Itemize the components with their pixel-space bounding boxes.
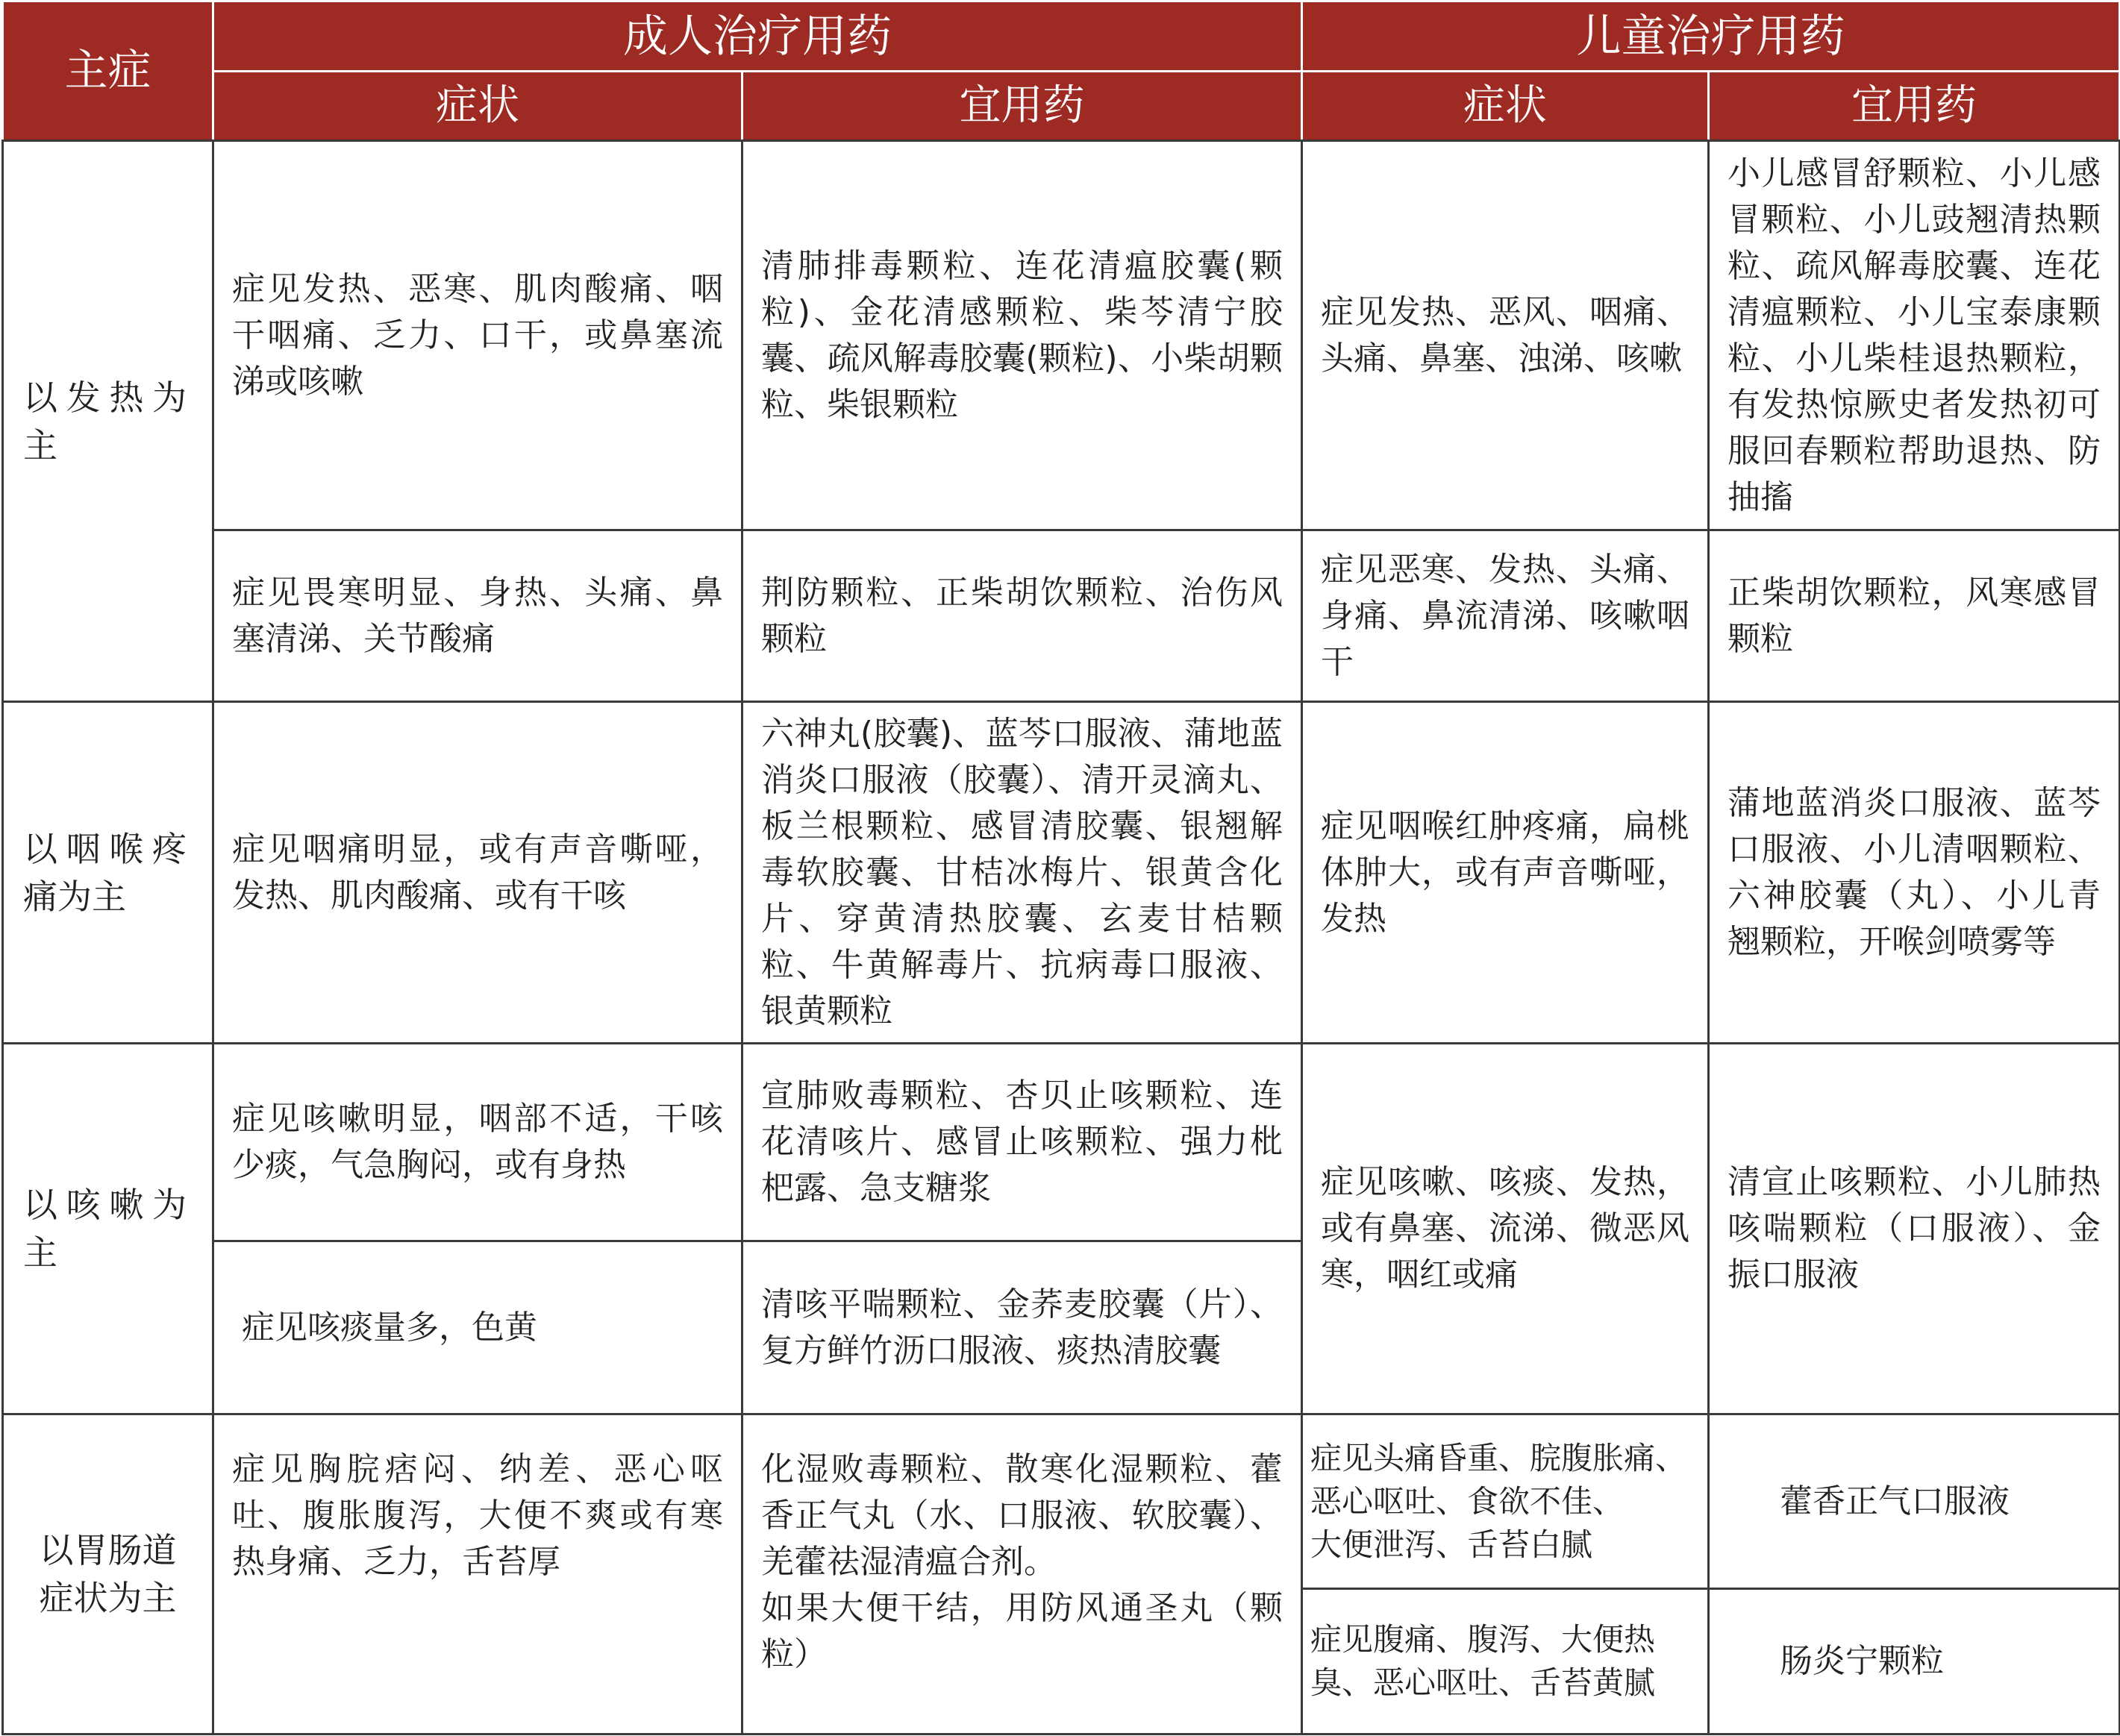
- adult-drugs-note: 如果大便干结，用防风通圣丸（颗粒）: [761, 1589, 1283, 1673]
- adult-drugs-cell: [742, 1414, 1302, 1735]
- header-adult-drugs: 宜用药: [742, 72, 1302, 141]
- main-symptom-cough: 以咳嗽为主: [3, 1044, 213, 1414]
- child-symptom-cell: 症见咽喉红肿疼痛，扁桃体肿大，或有声音嘶哑，发热: [1302, 702, 1709, 1044]
- header-row-columns: [3, 72, 2120, 141]
- table-header: [3, 1, 2120, 141]
- header-row-groups: [3, 1, 2120, 72]
- child-drugs-cell: 肠炎宁颗粒: [1709, 1589, 2120, 1735]
- child-drugs-cell: 清宣止咳颗粒、小儿肺热咳喘颗粒（口服液）、金振口服液: [1709, 1044, 2120, 1414]
- adult-drugs-cell: 六神丸(胶囊)、蓝芩口服液、蒲地蓝消炎口服液（胶囊）、清开灵滴丸、板兰根颗粒、感冒清胶囊、银翘解毒软胶囊、甘桔冰梅片、银黄含化片、穿黄清热胶囊、玄麦甘桔颗粒、牛黄解毒片、抗病毒口服液、银黄颗粒: [742, 702, 1302, 1044]
- table-row-gastrointestinal-1: [3, 1414, 2120, 1589]
- child-symptom-cell: 症见发热、恶风、咽痛、头痛、鼻塞、浊涕、咳嗽: [1302, 141, 1709, 530]
- main-symptom-gastrointestinal: 以胃肠道症状为主: [3, 1414, 213, 1735]
- adult-symptom-cell: 症见发热、恶寒、肌肉酸痛、咽干咽痛、乏力、口干，或鼻塞流涕或咳嗽: [213, 141, 742, 530]
- child-symptom-cell: 症见腹痛、腹泻、大便热臭、恶心呕吐、舌苔黄腻: [1302, 1589, 1709, 1735]
- adult-drugs-text: 化湿败毒颗粒、散寒化湿颗粒、藿香正气丸（水、口服液、软胶囊）、羌藿祛湿清瘟合剂。: [761, 1450, 1283, 1581]
- child-drugs-cell: 蒲地蓝消炎口服液、蓝芩口服液、小儿清咽颗粒、六神胶囊（丸）、小儿青翘颗粒，开喉剑喷雾等: [1709, 702, 2120, 1044]
- adult-symptom-cell: 症见咳痰量多，色黄: [213, 1241, 742, 1414]
- table-row-sore-throat: [3, 702, 2120, 1044]
- child-drugs-cell: 小儿感冒舒颗粒、小儿感冒颗粒、小儿豉翘清热颗粒、疏风解毒胶囊、连花清瘟颗粒、小儿宝泰康颗粒、小儿柴桂退热颗粒，有发热惊厥史者发热初可服回春颗粒帮助退热、防抽搐: [1709, 141, 2120, 530]
- child-symptom-cell: 症见恶寒、发热、头痛、身痛、鼻流清涕、咳嗽咽干: [1302, 530, 1709, 702]
- header-child-symptom: 症状: [1302, 72, 1709, 141]
- header-adult-symptom: 症状: [213, 72, 742, 141]
- adult-drugs-cell: 宣肺败毒颗粒、杏贝止咳颗粒、连花清咳片、感冒止咳颗粒、强力枇杷露、急支糖浆: [742, 1044, 1302, 1241]
- adult-drugs-cell: 荆防颗粒、正柴胡饮颗粒、治伤风颗粒: [742, 530, 1302, 702]
- adult-drugs-cell: 清咳平喘颗粒、金荞麦胶囊（片）、复方鲜竹沥口服液、痰热清胶囊: [742, 1241, 1302, 1414]
- header-child-group: 儿童治疗用药: [1302, 1, 2120, 72]
- child-symptom-cell: 症见头痛昏重、脘腹胀痛、 恶心呕吐、食欲不佳、 大便泄泻、舌苔白腻: [1302, 1414, 1709, 1589]
- adult-symptom-cell: 症见咽痛明显，或有声音嘶哑，发热、肌肉酸痛、或有干咳: [213, 702, 742, 1044]
- table-row-cough-1: [3, 1044, 2120, 1241]
- adult-symptom-cell: 症见胸脘痞闷、纳差、恶心呕吐、腹胀腹泻，大便不爽或有寒热身痛、乏力，舌苔厚: [213, 1414, 742, 1735]
- adult-symptom-cell: 症见畏寒明显、身热、头痛、鼻塞清涕、关节酸痛: [213, 530, 742, 702]
- header-child-drugs: 宜用药: [1709, 72, 2120, 141]
- table-row-fever-2: [3, 530, 2120, 702]
- main-symptom-sore-throat: 以咽喉疼痛为主: [3, 702, 213, 1044]
- child-drugs-cell: 正柴胡饮颗粒，风寒感冒颗粒: [1709, 530, 2120, 702]
- main-symptom-fever: 以发热为主: [3, 141, 213, 702]
- header-adult-group: 成人治疗用药: [213, 1, 1302, 72]
- child-drugs-cell: 藿香正气口服液: [1709, 1414, 2120, 1589]
- table-row-fever-1: [3, 141, 2120, 530]
- header-main-symptom: 主症: [3, 1, 213, 141]
- table-body: [3, 141, 2120, 1735]
- adult-symptom-cell: 症见咳嗽明显，咽部不适，干咳少痰，气急胸闷，或有身热: [213, 1044, 742, 1241]
- cold-medication-guide-table: [1, 0, 2120, 1735]
- adult-drugs-cell: 清肺排毒颗粒、连花清瘟胶囊(颗粒)、金花清感颗粒、柴芩清宁胶囊、疏风解毒胶囊(颗粒)、小柴胡颗粒、柴银颗粒: [742, 141, 1302, 530]
- child-symptom-cell: 症见咳嗽、咳痰、发热，或有鼻塞、流涕、微恶风寒，咽红或痛: [1302, 1044, 1709, 1414]
